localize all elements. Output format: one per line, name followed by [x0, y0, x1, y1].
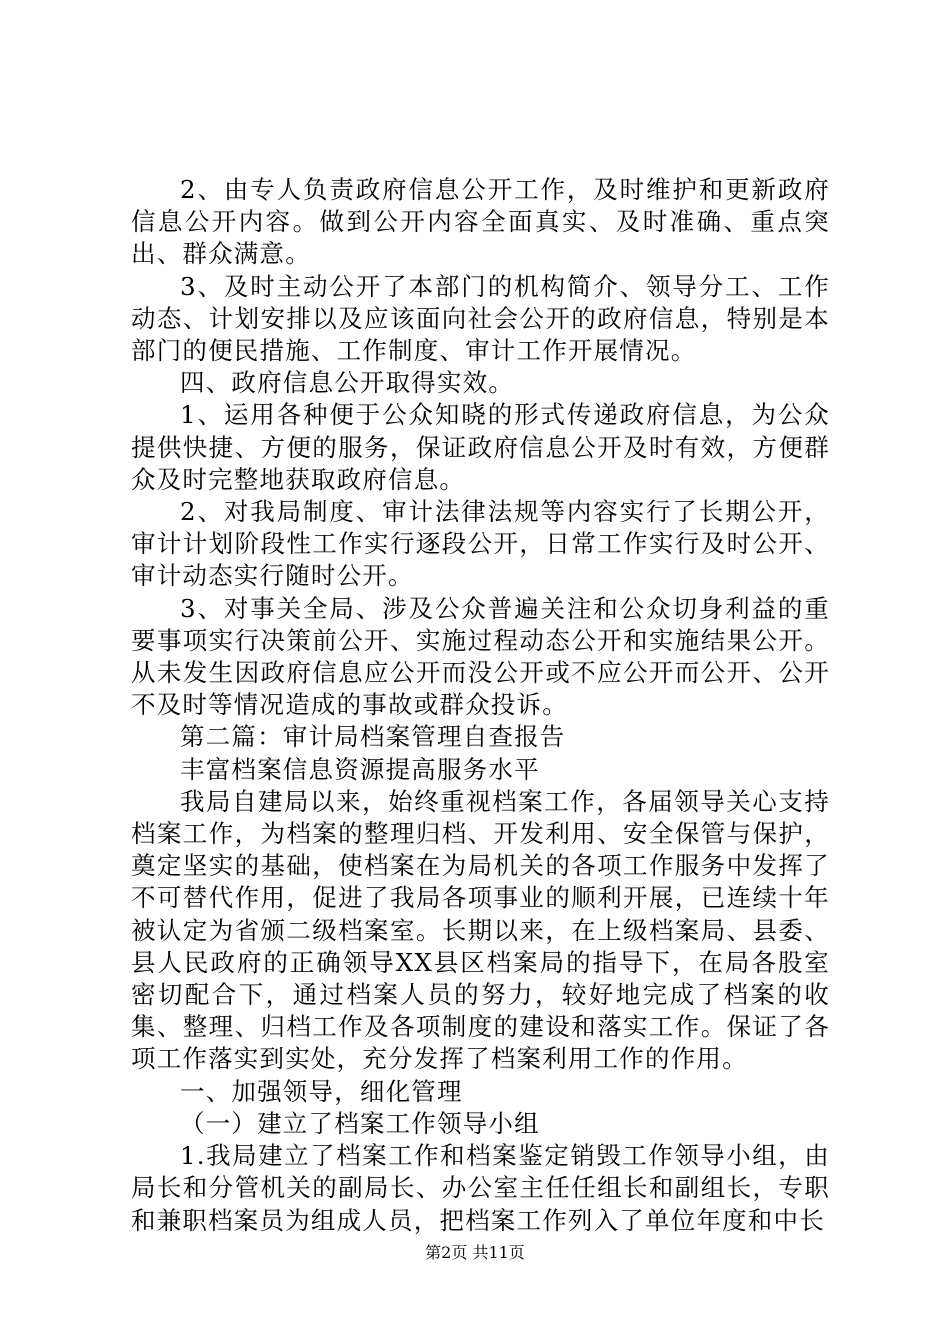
subsection-heading-1: （一）建立了档案工作领导小组 — [180, 1108, 540, 1138]
page-footer — [0, 1242, 950, 1264]
page-number: 第2页 共11页 — [425, 1243, 525, 1262]
paragraph-2: 3、及时主动公开了本部门的机构简介、领导分工、工作动态、计划安排以及应该面向社会公开的政府信息，特别是本部门的便民措施、工作制度、审计工作开展情况。 — [131, 271, 830, 366]
chapter-title: 第二篇：审计局档案管理自查报告 — [180, 722, 566, 752]
paragraph-1: 2、由专人负责政府信息公开工作，及时维护和更新政府信息公开内容。做到公开内容全面真实、及时准确、重点突出、群众满意。 — [131, 175, 830, 269]
chapter-subtitle: 丰富档案信息资源提高服务水平 — [180, 754, 540, 784]
paragraph-6: 我局自建局以来，始终重视档案工作，各届领导关心支持档案工作，为档案的整理归档、开发利用、安全保管与保护，奠定坚实的基础，使档案在为局机关的各项工作服务中发挥了不可替代作用，促进了我局各项事业的顺利开展，已连续十年被认定为省颁二级档案室。长期以来，在上级档案局、县委、县人民政府的正确领导XX县区档案局的指导下，在局各股室密切配合下，通过档案人员的努力，较好地完成了档案的收集、整理、归档工作及各项制度的建设和落实工作。保证了各项工作落实到实处，充分发挥了档案利用工作的作用。 — [131, 786, 830, 1074]
section-heading-1: 一、加强领导，细化管理 — [180, 1076, 463, 1106]
paragraph-3: 1、运用各种便于公众知晓的形式传递政府信息，为公众提供快捷、方便的服务，保证政府信息公开及时有效，方便群众及时完整地获取政府信息。 — [131, 400, 830, 494]
paragraph-4: 2、对我局制度、审计法律法规等内容实行了长期公开，审计计划阶段性工作实行逐段公开，日常工作实行及时公开、审计动态实行随时公开。 — [131, 497, 830, 591]
paragraph-7: 1.我局建立了档案工作和档案鉴定销毁工作领导小组，由局长和分管机关的副局长、办公室主任任组长和副组长，专职和兼职档案员为组成人员，把档案工作列入了单位年度和中长 — [131, 1141, 830, 1235]
section-heading-4: 四、政府信息公开取得实效。 — [180, 368, 515, 398]
document-body — [131, 174, 830, 1237]
paragraph-5: 3、对事关全局、涉及公众普遍关注和公众切身利益的重要事项实行决策前公开、实施过程动态公开和实施结果公开。从未发生因政府信息应公开而没公开或不应公开而公开、公开不及时等情况造成的事故或群众投诉。 — [131, 593, 830, 720]
